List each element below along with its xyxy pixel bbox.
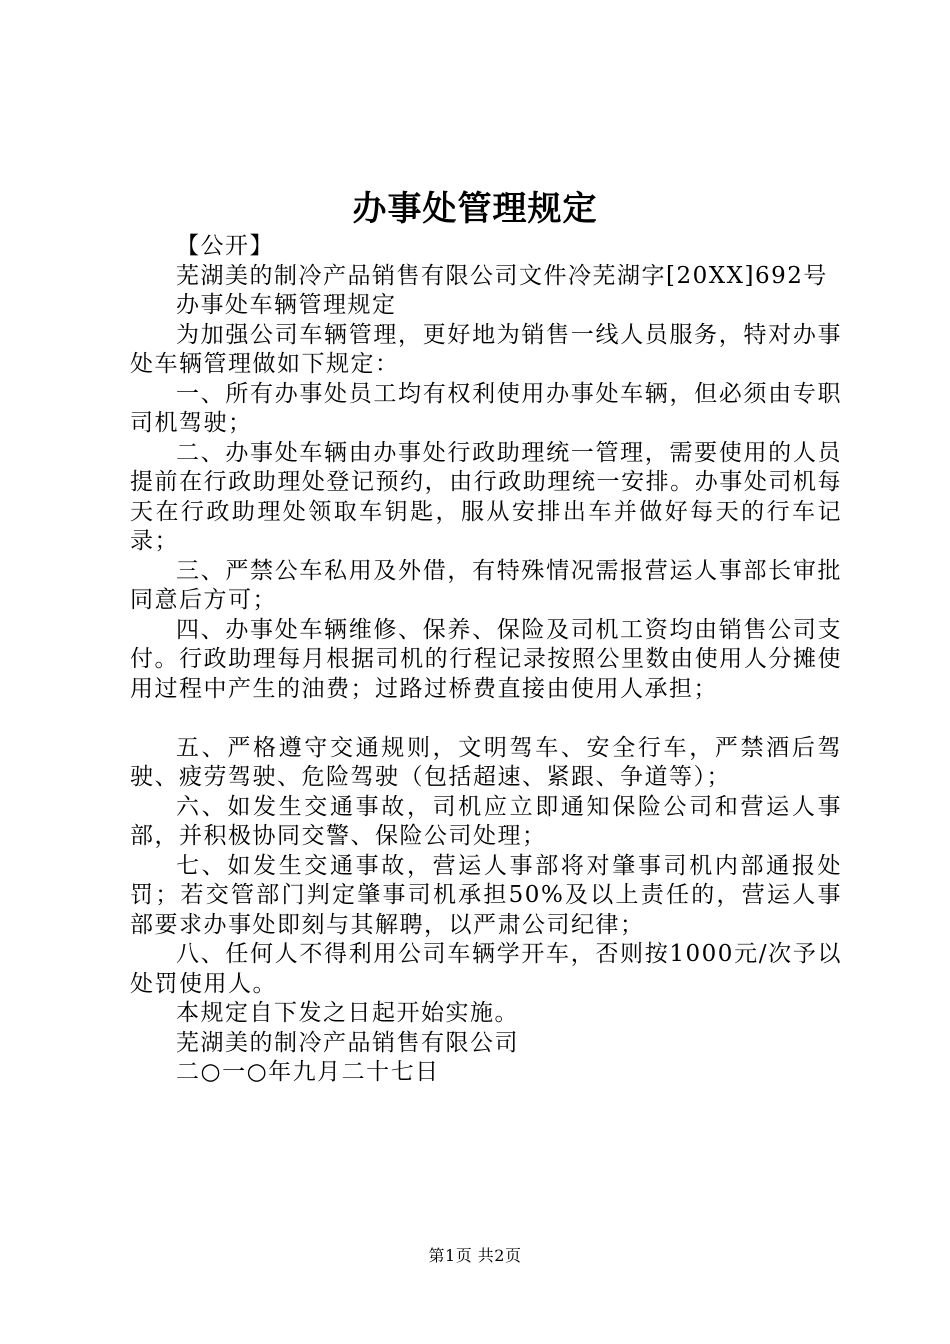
rule-1: 一、所有办事处员工均有权利使用办事处车辆，但必须由专职司机驾驶； [130,380,842,436]
document-body [130,232,842,1088]
effective-statement: 本规定自下发之日起开始实施。 [176,1000,519,1026]
rule-6: 六、如发生交通事故，司机应立即通知保险公司和营运人事部，并积极协同交警、保险公司处理； [130,793,842,849]
issuer-name: 芜湖美的制冷产品销售有限公司 [176,1029,519,1056]
doc-subtitle: 办事处车辆管理规定 [176,292,397,318]
rule-2: 二、办事处车辆由办事处行政助理统一管理，需要使用的人员提前在行政助理处登记预约，由行政助理统一安排。办事处司机每天在行政助理处领取车钥匙，服从安排出车并做好每天的行车记录； [130,439,842,554]
file-number: 芜湖美的制冷产品销售有限公司文件冷芜湖字[20XX]692号 [176,262,828,289]
rule-4: 四、办事处车辆维修、保养、保险及司机工资均由销售公司支付。行政助理每月根据司机的行程记录按照公里数由使用人分摊使用过程中产生的油费；过路过桥费直接由使用人承担； [130,616,842,702]
document-title: 办事处管理规定 [352,189,598,229]
blank-line [130,704,842,734]
issue-date: 二○一○年九月二十七日 [176,1059,440,1085]
intro-paragraph: 为加强公司车辆管理，更好地为销售一线人员服务，特对办事处车辆管理做如下规定： [130,321,842,377]
rule-7: 七、如发生交通事故，营运人事部将对肇事司机内部通报处罚；若交管部门判定肇事司机承担50%及以上责任的，营运人事部要求办事处即刻与其解聘，以严肃公司纪律； [130,852,842,938]
page-number: 第1页 共2页 [428,1246,522,1265]
rule-5: 五、严格遵守交通规则，文明驾车、安全行车，严禁酒后驾驶、疲劳驾驶、危险驾驶（包括超速、紧跟、争道等）； [130,734,842,790]
rule-8: 八、任何人不得利用公司车辆学开车，否则按1000元/次予以处罚使用人。 [130,941,842,997]
label-public: 【公开】 [176,233,274,259]
rule-3: 三、严禁公车私用及外借，有特殊情况需报营运人事部长审批同意后方可； [130,557,842,613]
